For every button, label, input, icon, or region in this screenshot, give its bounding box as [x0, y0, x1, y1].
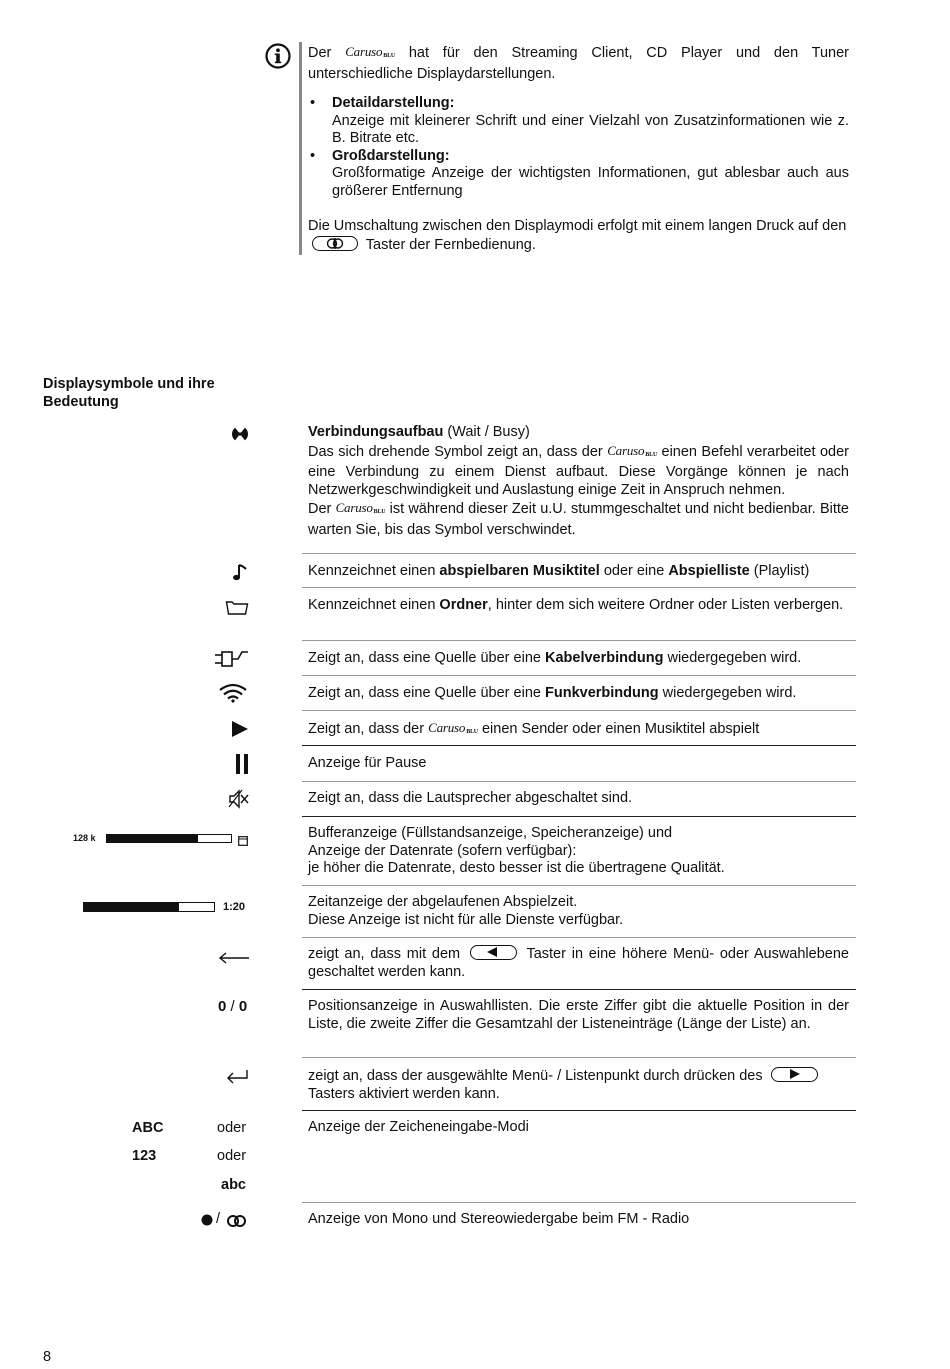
cable-connection-icon	[214, 649, 250, 673]
oder-label: oder	[217, 1148, 247, 1164]
mono-stereo-symbol	[200, 1211, 248, 1233]
position-description: Positionsanzeige in Auswahllisten. Die erste Ziffer gibt die aktuelle Position in der Liste, die zweite Ziffer die Gesamtzahl der Listeneinträge (Länge der Liste) an.	[308, 998, 849, 1032]
input-description: Anzeige der Zeicheneingabe-Modi	[308, 1119, 529, 1135]
back-description: zeigt an, dass mit dem Taster in eine höhere Menü- oder Auswahlebene geschaltet werden kann.	[308, 946, 849, 980]
row-divider	[302, 816, 856, 817]
enter-icon	[226, 1069, 250, 1089]
display-key-icon	[312, 236, 358, 251]
enter-description: zeigt an, dass der ausgewählte Menü- / Listenpunkt durch drücken des Tasters aktiviert werden kann.	[308, 1067, 849, 1103]
bullet-large: • Großdarstellung: Großformatige Anzeige der wichtigsten Informationen, gut ablesbar auch aus größerer Entfernung	[308, 148, 849, 201]
elapsed-time-bar-fill	[84, 903, 179, 911]
left-key-icon	[470, 945, 517, 960]
stereo-description: Anzeige von Mono und Stereowiedergabe beim FM - Radio	[308, 1211, 690, 1227]
folder-description: Kennzeichnet einen Ordner, hinter dem sich weitere Ordner oder Listen verbergen.	[308, 597, 844, 613]
play-icon	[231, 720, 249, 742]
input-mode-abc-lower: abc	[221, 1177, 246, 1193]
row-divider	[302, 1110, 856, 1111]
elapsed-time-bar	[83, 902, 215, 912]
input-mode-numeric: 123	[132, 1148, 157, 1164]
mono-stereo-separator: /	[216, 1211, 221, 1227]
wait-description: Verbindungsaufbau (Wait / Busy) Das sich drehende Symbol zeigt an, dass der Caruso$_{BLU}$ einen Befehl verarbeitet oder eine Verbindung zu einem Dienst aufbaut. Diese Vorgänge können je nach Netzwerkgeschwindigkeit und Auslastung einige Zeit in Anspruch nehmen. Der Caruso$_{BLU}$ ist während dieser Zeit u.U. stummgeschaltet und nicht bedienbar. Bitte warten Sie, bis das Symbol verschwindet.	[308, 424, 849, 538]
info-icon	[265, 43, 291, 69]
info-intro: Der Caruso$_{BLU}$ hat für den Streaming Client, CD Player und den Tuner unterschiedliche Displaydarstellungen.	[308, 44, 850, 82]
row-divider	[302, 745, 856, 746]
right-key-icon	[771, 1067, 818, 1082]
cable-description: Zeigt an, dass eine Quelle über eine Kabelverbindung wiedergegeben wird.	[308, 650, 802, 666]
row-divider	[302, 640, 856, 641]
oder-label: oder	[217, 1120, 247, 1136]
caruso-logo: Caruso$_{BLU}$	[335, 500, 386, 515]
row-divider	[302, 781, 856, 782]
info-switch-text: Die Umschaltung zwischen den Displaymodi erfolgt mit einem langen Druck auf den Taster der Fernbedienung.	[308, 218, 847, 253]
row-divider	[302, 553, 856, 554]
row-divider	[302, 1202, 856, 1203]
caruso-logo: Caruso$_{BLU}$	[607, 442, 658, 458]
bullet-detail: • Detaildarstellung: Anzeige mit kleinerer Schrift und einer Vielzahl von Zusatzinformationen wie z. B. Bitrate etc.	[308, 95, 849, 148]
info-bullet-list	[308, 95, 849, 200]
page-number: 8	[43, 1349, 52, 1365]
row-divider	[302, 885, 856, 886]
music-description: Kennzeichnet einen abspielbaren Musiktitel oder eine Abspielliste (Playlist)	[308, 563, 810, 579]
buffer-description: Bufferanzeige (Füllstandsanzeige, Speicheranzeige) und Anzeige der Datenrate (sofern verfügbar): je höher die Datenrate, desto besser ist die übertragene Qualität.	[308, 825, 725, 876]
buffer-bar	[106, 834, 232, 843]
info-bar	[299, 42, 302, 255]
busy-icon	[231, 425, 249, 447]
row-divider	[302, 587, 856, 588]
row-divider	[302, 710, 856, 711]
folder-icon	[225, 600, 249, 620]
input-mode-abc-upper: ABC	[132, 1120, 164, 1136]
time-description: Zeitanzeige der abgelaufenen Abspielzeit. Diese Anzeige ist nicht für alle Dienste verfügbar.	[308, 894, 624, 928]
wifi-icon	[218, 683, 248, 707]
row-divider	[302, 675, 856, 676]
elapsed-time-label: 1:20	[223, 901, 246, 913]
pause-description: Anzeige für Pause	[308, 755, 427, 771]
music-note-icon	[232, 562, 248, 586]
back-arrow-icon	[218, 951, 250, 969]
caruso-logo: Caruso$_{BLU}$	[345, 44, 396, 59]
section-heading: Displaysymbole und ihre Bedeutung	[43, 376, 215, 410]
buffer-bar-fill	[107, 835, 198, 842]
mute-description: Zeigt an, dass die Lautsprecher abgeschaltet sind.	[308, 790, 633, 806]
row-divider	[302, 1057, 856, 1058]
memory-icon	[238, 834, 248, 850]
row-divider	[302, 937, 856, 938]
caruso-logo: Caruso$_{BLU}$	[428, 720, 478, 735]
play-description: Zeigt an, dass der Caruso$_{BLU}$ einen Sender oder einen Musiktitel abspielt	[308, 719, 849, 742]
row-divider	[302, 989, 856, 990]
bitrate-label: 128 k	[73, 833, 96, 843]
speaker-muted-icon	[228, 789, 250, 813]
wifi-description: Zeigt an, dass eine Quelle über eine Funkverbindung wiedergegeben wird.	[308, 685, 797, 701]
pause-icon	[235, 753, 249, 779]
position-symbol: 0 / 0	[218, 998, 248, 1015]
